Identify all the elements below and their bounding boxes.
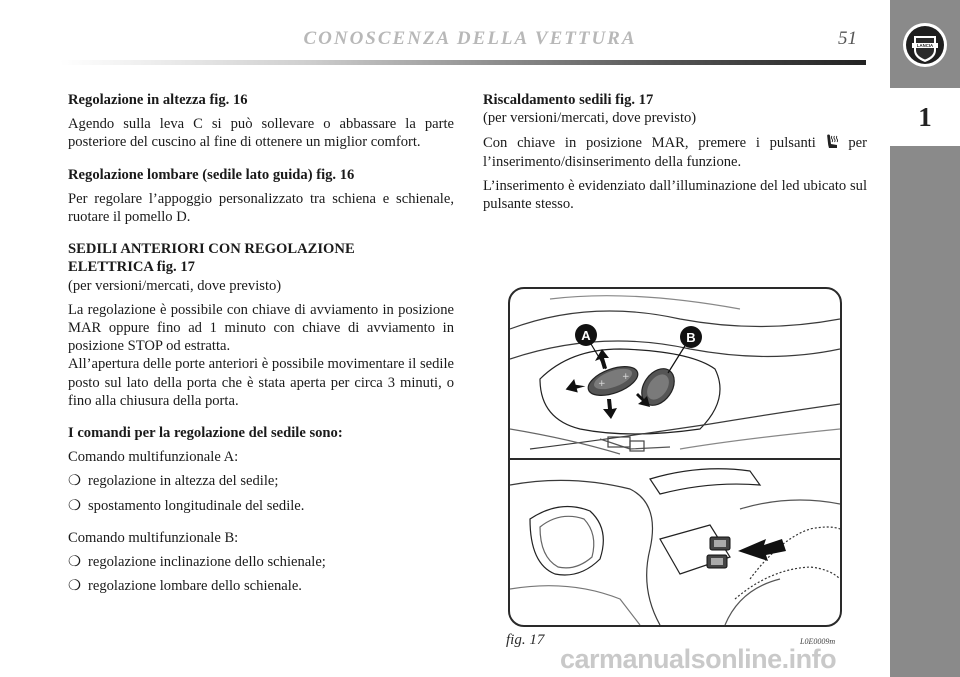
section-heading-height: Regolazione in altezza fig. 16 [68,92,248,108]
bullet-icon: ❍ [68,578,82,595]
figure-code: L0E0009m [800,637,836,646]
lancia-logo-icon [902,22,948,68]
section-heading-heated-seats: Riscaldamento sedili fig. 17 [483,92,654,108]
section-heading-lumbar: Regolazione lombare (sedile lato guida) fig. 16 [68,166,355,183]
list-item [68,577,454,595]
watermark: carmanualsonline.info [560,644,837,674]
list-item [68,553,454,571]
chapter-tab: 1 [890,88,960,146]
text-span: Con chiave in posizione MAR, premere i pulsanti [483,135,816,152]
callout-a [575,324,606,369]
bullet-icon: ❍ [68,554,82,571]
paragraph-electric-1: La regolazione è possibile con chiave di avviamento in posizione MAR oppure fino ad 1 minuto con chiave di avviamento in posizione STOP od estratta. [68,301,454,355]
bullet-icon: ❍ [68,497,82,514]
section-heading-electric-l2: ELETTRICA fig. 17 [68,259,195,276]
list-item-text: spostamento longitudinale del sedile. [88,497,305,514]
section-heading-controls: I comandi per la regolazione del sedile sono: [68,425,343,442]
figure-caption: fig. 17 [506,632,545,648]
text-span: per l’inserimento/disinserimento della funzione. [483,135,867,170]
list-item-text: regolazione in altezza del sedile; [88,473,279,490]
seat-controls-panel [510,296,840,454]
bullet-icon: ❍ [68,473,82,490]
right-column [483,91,867,213]
callout-b-label: B [686,330,696,345]
section-heading-electric-l1: SEDILI ANTERIORI CON REGOLAZIONE [68,241,355,258]
command-a-label: Comando multifunzionale A: [68,449,239,466]
figure-17 [508,287,842,627]
callout-a-label: A [581,328,591,343]
section-subheading-electric: (per versioni/mercati, dove previsto) [68,277,282,294]
control-a-knob [584,361,641,401]
arrow-icon [738,539,786,561]
command-b-label: Comando multifunzionale B: [68,529,239,546]
paragraph-heated-seats-2: L’inserimento è evidenziato dall’illuminazione del led ubicato sul pulsante stesso. [483,177,867,213]
page-number: 51 [838,28,857,49]
paragraph-height: Agendo sulla leva C si può sollevare o abbassare la parte posteriore del cuscino al fine di ottenere un miglior comfort. [68,116,454,151]
paragraph-electric-2: All’apertura delle porte anteriori è possibile movimentare il sedile posto sul lato della porta che è stata aperta per circa 3 minuti, o fino alla chiusura della porta. [68,356,454,409]
list-item [68,472,454,490]
seat-heater-icon [826,133,839,149]
paragraph-heated-seats-1 [483,133,867,170]
header-rule [60,60,866,65]
left-column [68,91,454,595]
callout-b [668,326,702,373]
svg-text:+: + [598,379,606,389]
list-item-text: regolazione lombare dello schienale. [88,578,302,595]
list-item-text: regolazione inclinazione dello schienale; [88,554,326,571]
paragraph-lumbar: Per regolare l’appoggio personalizzato tra schiena e schienale, ruotare il pomello D. [68,190,454,226]
figure-illustration [510,289,840,625]
page-header-title: CONOSCENZA DELLA VETTURA [303,28,637,49]
svg-text:+: + [622,372,630,382]
list-item [68,497,454,515]
console-panel [510,469,840,625]
logo-text: LANCIA [916,43,934,49]
section-subheading-heated-seats: (per versioni/mercati, dove previsto) [483,110,697,127]
